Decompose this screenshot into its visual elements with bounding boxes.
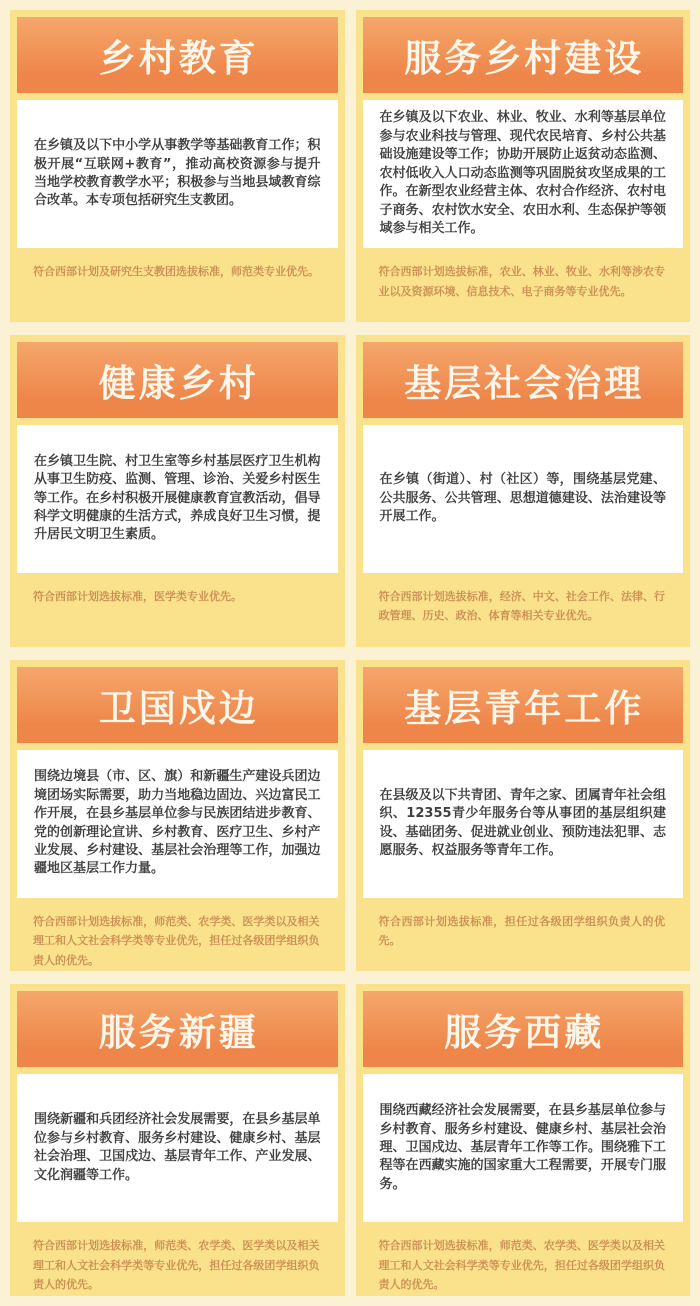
- card-title: 服务新疆: [98, 1011, 259, 1055]
- card-title: 健康乡村: [98, 361, 259, 405]
- card-title: 服务西藏: [444, 1011, 605, 1055]
- card-title: 基层社会治理: [404, 361, 645, 405]
- card-body-box: [17, 425, 338, 573]
- card-note: 符合西部计划选拔标准，农业、林业、牧业、水利等涉农专业以及资源环境、信息技术、电子商务等专业优先。: [378, 265, 665, 298]
- card-healthy-village: [10, 335, 345, 647]
- card-note: 符合西部计划选拔标准，师范类、农学类、医学类以及相关理工和人文社会科学类等专业优先，担任过各级团学组织负责人的优先。: [33, 1239, 320, 1292]
- card-serve-tibet: [356, 984, 691, 1296]
- card-body-box: [17, 750, 338, 898]
- card-body-text: 在乡镇及以下中小学从事教学等基础教育工作；积极开展“互联网+教育”，推动高校资源参与提升当地学校教育教学水平；积极参与当地县域教育综合改革。本专项包括研究生支教团。: [34, 138, 321, 209]
- card-banner: [17, 342, 338, 418]
- card-body-box: [17, 1074, 338, 1222]
- card-title: 乡村教育: [98, 37, 259, 80]
- card-body-box: [363, 425, 684, 573]
- card-rural-education: [10, 10, 345, 322]
- card-banner: [363, 342, 684, 418]
- card-body-text: 在乡镇（街道）、村（社区）等，围绕基层党建、公共服务、公共管理、思想道德建设、法治建设等开展工作。: [379, 472, 666, 524]
- card-banner: [17, 991, 338, 1067]
- card-body-text: 围绕边境县（市、区、旗）和新疆生产建设兵团边境团场实际需要，助力当地稳边固边、兴边富民工作开展，在县乡基层单位参与民族团结进步教育、党的创新理论宣讲、乡村教育、医疗卫生、乡村产业发展、乡村建设、基层社会治理等工作，加强边疆地区基层工作力量。: [34, 769, 321, 877]
- card-body-text: 围绕西藏经济社会发展需要，在县乡基层单位参与乡村教育、服务乡村建设、健康乡村、基层社会治理、卫国戍边、基层青年工作等工作。围绕雅下工程等在西藏实施的国家重大工程需要，开展专门服务。: [379, 1103, 666, 1192]
- card-banner: [363, 17, 684, 93]
- card-body-box: [363, 100, 684, 248]
- card-body-box: [363, 1074, 684, 1222]
- card-note: 符合西部计划选拔标准，师范类、农学类、医学类以及相关理工和人文社会科学类等专业优先，担任过各级团学组织负责人的优先。: [33, 914, 320, 967]
- card-border-defense: [10, 660, 345, 972]
- card-body-box: [17, 100, 338, 248]
- card-note: 符合西部计划选拔标准，医学类专业优先。: [33, 589, 242, 603]
- card-banner: [363, 991, 684, 1067]
- card-grassroots-youth-work: [356, 660, 691, 972]
- card-grassroots-governance: [356, 335, 691, 647]
- card-rural-construction-service: [356, 10, 691, 322]
- card-title: 服务乡村建设: [404, 37, 645, 80]
- card-note: 符合西部计划选拔标准，经济、中文、社会工作、法律、行政管理、历史、政治、体育等相关专业优先。: [378, 589, 665, 623]
- card-note: 符合西部计划选拔标准，担任过各级团学组织负责人的优先。: [378, 914, 665, 948]
- card-body-box: [363, 750, 684, 898]
- card-body-text: 围绕新疆和兵团经济社会发展需要，在县乡基层单位参与乡村教育、服务乡村建设、健康乡村、基层社会治理、卫国戍边、基层青年工作、产业发展、文化润疆等工作。: [34, 1112, 321, 1183]
- card-banner: [17, 667, 338, 743]
- card-note: 符合西部计划及研究生支教团选拔标准，师范类专业优先。: [33, 265, 319, 278]
- card-banner: [363, 667, 684, 743]
- card-body-text: 在乡镇卫生院、村卫生室等乡村基层医疗卫生机构从事卫生防疫、监测、管理、诊治、关爱乡村医生等工作。在乡村积极开展健康教育宣教活动，倡导科学文明健康的生活方式，养成良好卫生习惯，提升居民文明卫生素质。: [34, 453, 321, 543]
- card-body-text: 在乡镇及以下农业、林业、牧业、水利等基层单位参与农业科技与管理、现代农民培育、乡村公共基础设施建设等工作；协助开展防止返贫动态监测、农村低收入人口动态监测等巩固脱贫攻坚成果的工作。在新型农业经营主体、农村合作经济、农村电子商务、农村饮水安全、农田水利、生态保护等领域参与相关工作。: [379, 110, 666, 237]
- card-body-text: 在县级及以下共青团、青年之家、团属青年社会组织、12355青少年服务台等从事团的基层组织建设、基础团务、促进就业创业、预防违法犯罪、志愿服务、权益服务等青年工作。: [379, 787, 666, 858]
- card-title: 卫国戍边: [98, 686, 259, 730]
- card-serve-xinjiang: [10, 984, 345, 1296]
- card-banner: [17, 17, 338, 93]
- card-title: 基层青年工作: [404, 686, 645, 730]
- card-note: 符合西部计划选拔标准，师范类、农学类、医学类以及相关理工和人文社会科学类等专业优先，担任过各级团学组织负责人的优先。: [378, 1239, 665, 1292]
